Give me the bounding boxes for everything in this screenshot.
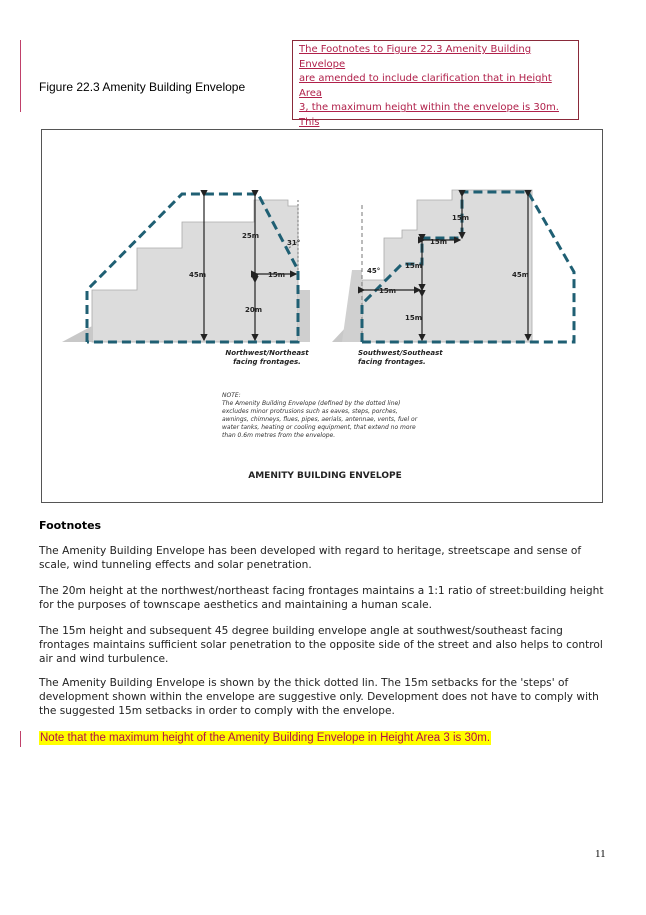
left-caption: facing frontages. <box>233 358 301 366</box>
left-caption: Northwest/Northeast <box>225 349 309 357</box>
note-line: NOTE: <box>222 392 241 399</box>
envelope-figure <box>41 129 603 503</box>
note-line: excludes minor protrusions such as eaves, steps, porches, <box>222 408 398 415</box>
right-angle: 45° <box>367 267 381 275</box>
right-dim-step-low: 15m <box>405 314 423 322</box>
callout-line: 3, the maximum height within the envelope is 30m. This <box>299 102 559 128</box>
footnotes-heading: Footnotes <box>39 519 102 532</box>
note-line: water tanks, heating or cooling equipment, that extend no more <box>222 424 416 431</box>
callout-line: are amended to include clarification that in Height Area <box>299 73 552 99</box>
right-dim-total: 45m <box>512 271 530 279</box>
change-bar-top <box>20 40 21 112</box>
callout-line: The Footnotes to Figure 22.3 Amenity Building Envelope <box>299 44 532 70</box>
amendment-callout <box>292 40 579 128</box>
footnote-paragraph: The 15m height and subsequent 45 degree building envelope angle at southwest/southeast facing frontages maintains sufficient solar penetration to the opposite side of the street and also helps to control air and wind turbulence. <box>39 625 603 665</box>
change-bar-note <box>20 731 21 747</box>
left-dim-total: 45m <box>189 271 207 279</box>
left-angle: 31° <box>287 239 301 247</box>
right-caption: Southwest/Southeast <box>358 349 443 357</box>
diagram-note <box>222 392 418 439</box>
note-line: awnings, chimneys, flues, pipes, aerials, antennae, vents, fuel or <box>222 416 418 423</box>
right-dim-setback-upper: 15m <box>430 238 448 246</box>
highlighted-note: Note that the maximum height of the Amenity Building Envelope in Height Area 3 is 30m. <box>40 732 491 744</box>
right-dim-step-top: 15m <box>452 214 470 222</box>
footnote-paragraph: The Amenity Building Envelope is shown by the thick dotted lin. The 15m setbacks for the 'steps' of development shown within the envelope are suggestive only. Development does not have to comply with the suggested 15m setbacks in order to comply with the envelope. <box>39 677 599 717</box>
diagram-title: AMENITY BUILDING ENVELOPE <box>248 471 402 481</box>
figure-title: Figure 22.3 Amenity Building Envelope <box>39 80 246 94</box>
right-caption: facing frontages. <box>358 358 426 366</box>
page-number: 11 <box>595 848 606 860</box>
left-dim-lower: 20m <box>245 306 263 314</box>
right-dim-step-mid: 15m <box>405 262 423 270</box>
envelope-diagram <box>42 130 604 504</box>
left-dim-setback: 15m <box>268 271 286 279</box>
left-dim-upper: 25m <box>242 232 260 240</box>
footnote-paragraph: The Amenity Building Envelope has been developed with regard to heritage, streetscape and sense of scale, wind tunneling effects and solar penetration. <box>39 545 582 571</box>
note-line: The Amenity Building Envelope (defined by the dotted line) <box>222 400 401 407</box>
note-line: than 0.6m metres from the envelope. <box>222 432 336 439</box>
footnote-paragraph: The 20m height at the northwest/northeast facing frontages maintains a 1:1 ratio of street:building height for the purposes of townscape aesthetics and maintaining a human scale. <box>39 585 604 611</box>
right-dim-setback-lower: 15m <box>379 287 397 295</box>
